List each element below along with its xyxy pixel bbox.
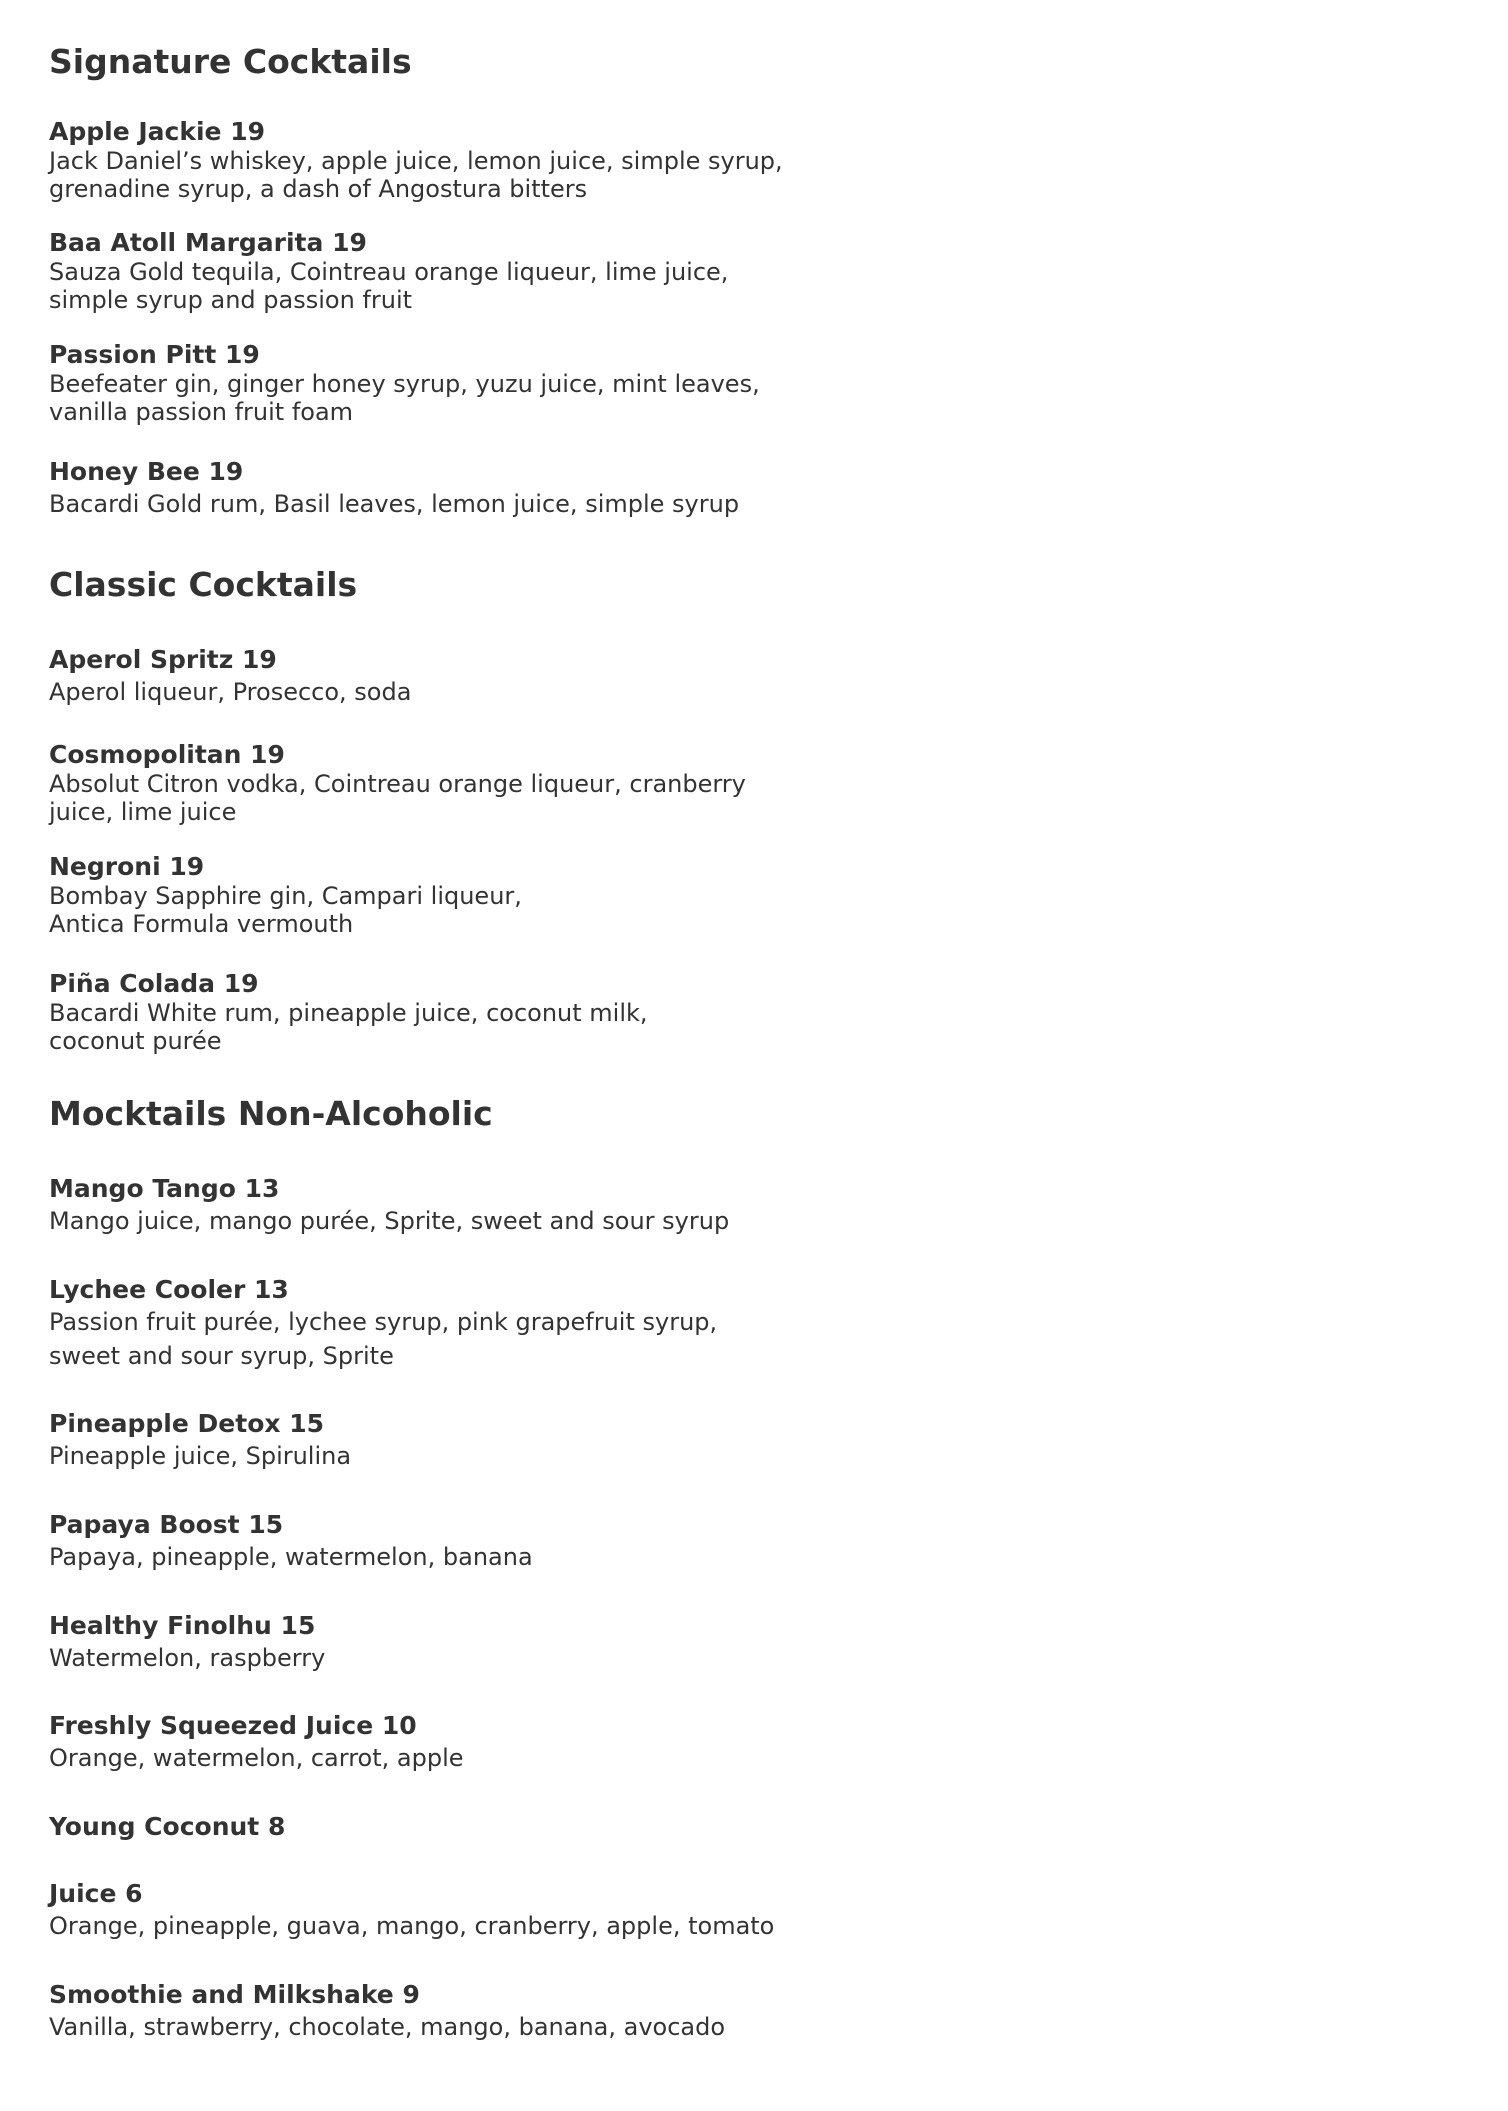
item-desc: coconut purée [49, 1027, 222, 1055]
item-name: Negroni 19 [49, 852, 205, 881]
item-desc: Absolut Citron vodka, Cointreau orange liqueur, cranberry [49, 770, 746, 798]
menu-item [49, 1611, 749, 1675]
item-name: Freshly Squeezed Juice 10 [49, 1711, 417, 1740]
menu-item [49, 969, 749, 1055]
item-name: Aperol Spritz 19 [49, 645, 277, 674]
menu-item [49, 645, 749, 709]
item-desc: Pineapple juice, Spirulina [49, 1442, 352, 1470]
menu-item [49, 1174, 749, 1238]
item-desc: Beefeater gin, ginger honey syrup, yuzu juice, mint leaves, [49, 370, 760, 398]
item-desc: Bacardi Gold rum, Basil leaves, lemon juice, simple syrup [49, 490, 740, 518]
menu-item [49, 1409, 749, 1473]
item-desc: simple syrup and passion fruit [49, 286, 413, 314]
menu-item [49, 228, 749, 314]
item-name: Papaya Boost 15 [49, 1510, 284, 1539]
item-desc: vanilla passion fruit foam [49, 398, 354, 426]
item-desc: Antica Formula vermouth [49, 910, 354, 938]
item-name: Passion Pitt 19 [49, 340, 260, 369]
item-desc: juice, lime juice [49, 798, 237, 826]
signature-cocktails-title: Signature Cocktails [49, 42, 412, 81]
item-desc: Papaya, pineapple, watermelon, banana [49, 1543, 533, 1571]
item-name: Apple Jackie 19 [49, 117, 266, 146]
item-name: Piña Colada 19 [49, 969, 259, 998]
item-desc: Sauza Gold tequila, Cointreau orange liqueur, lime juice, [49, 258, 729, 286]
menu-item [49, 740, 749, 826]
item-desc: Orange, pineapple, guava, mango, cranberry, apple, tomato [49, 1912, 775, 1940]
menu-item [49, 457, 749, 521]
item-desc: Mango juice, mango purée, Sprite, sweet and sour syrup [49, 1207, 730, 1235]
item-name: Baa Atoll Margarita 19 [49, 228, 367, 257]
menu-item [49, 340, 760, 426]
menu-item [49, 1812, 749, 1842]
item-desc: Jack Daniel’s whiskey, apple juice, lemon juice, simple syrup, [49, 147, 783, 175]
menu-item [49, 1711, 749, 1775]
item-desc: sweet and sour syrup, Sprite [49, 1342, 394, 1370]
item-desc: Bacardi White rum, pineapple juice, coconut milk, [49, 999, 648, 1027]
item-name: Cosmopolitan 19 [49, 740, 285, 769]
item-desc: Aperol liqueur, Prosecco, soda [49, 678, 412, 706]
item-name: Juice 6 [49, 1879, 143, 1908]
menu-item [49, 1275, 749, 1373]
item-name: Honey Bee 19 [49, 457, 244, 486]
menu-item [49, 117, 783, 203]
item-name: Young Coconut 8 [49, 1812, 286, 1841]
menu-item [49, 1879, 775, 1943]
item-name: Smoothie and Milkshake 9 [49, 1980, 420, 2009]
item-desc: Passion fruit purée, lychee syrup, pink grapefruit syrup, [49, 1308, 718, 1336]
classic-cocktails-title: Classic Cocktails [49, 565, 358, 604]
item-desc: grenadine syrup, a dash of Angostura bitters [49, 175, 588, 203]
item-desc: Orange, watermelon, carrot, apple [49, 1744, 464, 1772]
menu-item [49, 1510, 749, 1574]
item-name: Healthy Finolhu 15 [49, 1611, 316, 1640]
item-desc: Watermelon, raspberry [49, 1644, 326, 1672]
item-desc: Bombay Sapphire gin, Campari liqueur, [49, 882, 522, 910]
item-desc: Vanilla, strawberry, chocolate, mango, banana, avocado [49, 2013, 726, 2041]
item-name: Pineapple Detox 15 [49, 1409, 324, 1438]
item-name: Lychee Cooler 13 [49, 1275, 289, 1304]
menu-item [49, 1980, 749, 2044]
item-name: Mango Tango 13 [49, 1174, 280, 1203]
menu-item [49, 852, 749, 938]
mocktails-title: Mocktails Non-Alcoholic [49, 1094, 493, 1133]
